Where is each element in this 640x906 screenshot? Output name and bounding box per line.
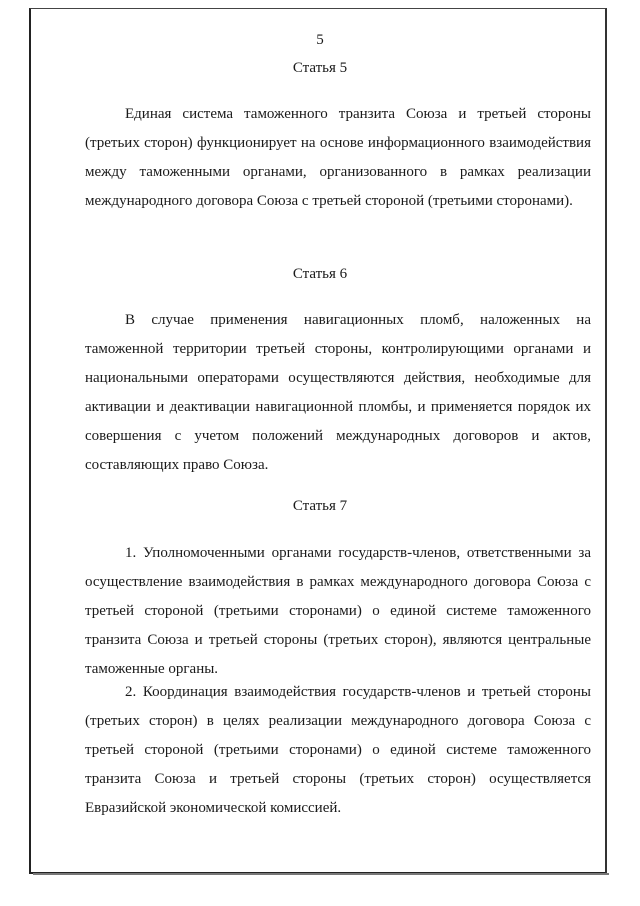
article-6-heading: Статья 6 bbox=[292, 266, 348, 282]
article-6-paragraph: В случае применения навигационных пломб, наложенных на таможенной территории третьей стороны, контролирующими органами и национальными операторами осуществляются действия, необходимые для активации и деактивации навигационной пломбы, и применяется порядок их совершения с учетом положений международных договоров и актов, составляющих право Союза. bbox=[85, 312, 591, 473]
article-7-paragraph-2: 2. Координация взаимодействия государств-членов и третьей стороны (третьих сторон) в целях реализации международного договора Союза с третьей стороной (третьими сторонами) о единой системе таможенного транзита Союза и третьей стороны (третьих сторон) осуществляется Евразийской экономической комиссией. bbox=[85, 684, 591, 816]
article-7-heading: Статья 7 bbox=[292, 498, 348, 514]
scan-edge bbox=[33, 873, 609, 875]
page-number: 5 bbox=[316, 32, 324, 48]
article-7-paragraph-1: 1. Уполномоченными органами государств-членов, ответственными за осуществление взаимодействия в рамках международного договора Союза с третьей стороной (третьими сторонами) о единой системе таможенного транзита Союза и третьей стороны (третьих сторон), являются центральные таможенные органы. bbox=[85, 545, 591, 677]
article-5-heading: Статья 5 bbox=[292, 60, 348, 76]
article-5-paragraph: Единая система таможенного транзита Союза и третьей стороны (третьих сторон) функционирует на основе информационного взаимодействия между таможенными органами, организованного в рамках реализации международного договора Союза с третьей стороной (третьими сторонами). bbox=[85, 106, 591, 209]
